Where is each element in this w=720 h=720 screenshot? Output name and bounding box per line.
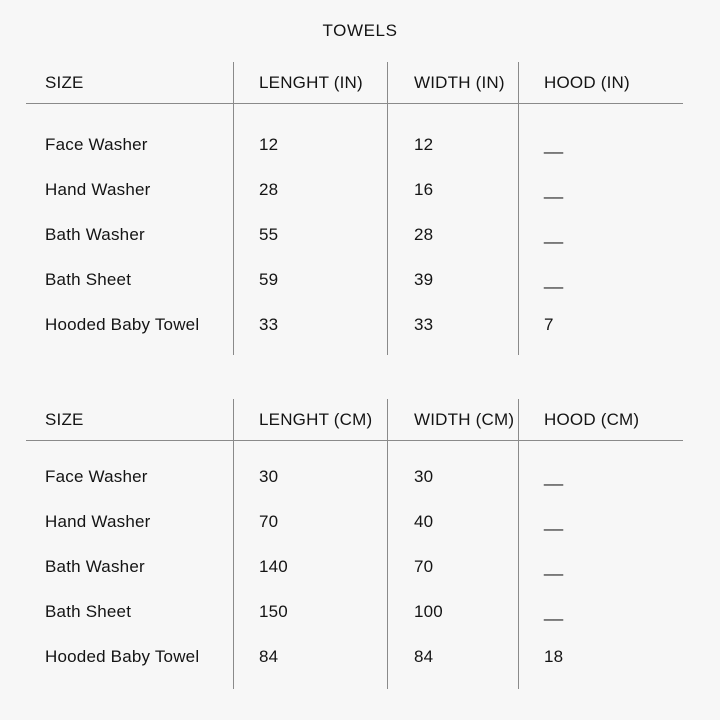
table-cell-width: 12: [387, 122, 518, 167]
table-cell-length: 59: [233, 257, 387, 302]
table-cell-hood: __: [518, 122, 683, 167]
table-cell-hood: 18: [518, 634, 683, 679]
spacer-top-width: [387, 441, 518, 454]
table-cell-size: Bath Sheet: [45, 269, 132, 289]
column-header-length-cm: LENGHT (CM): [233, 399, 387, 441]
spacer-bottom-length: [233, 679, 387, 689]
spacer-top-size: [26, 441, 233, 454]
spacer-bottom-width: [387, 347, 518, 355]
spacer-top-length: [233, 104, 387, 122]
table-cell-width: 28: [387, 212, 518, 257]
table-cell-length: 70: [233, 499, 387, 544]
table-body-inches: [26, 104, 683, 355]
table-cell-width: 40: [387, 499, 518, 544]
table-cell-hood: __: [518, 454, 683, 499]
table-cell-width: 16: [387, 167, 518, 212]
spacer-bottom-hood: [518, 347, 683, 355]
table-cell-length: 28: [233, 167, 387, 212]
table-cell-size: Hooded Baby Towel: [45, 646, 200, 666]
column-header-size: SIZE: [26, 62, 233, 104]
spacer-bottom-size: [26, 679, 233, 689]
table-cell-width: 70: [387, 544, 518, 589]
table-cell-size: Face Washer: [45, 466, 148, 486]
table-cell-size: Bath Sheet: [45, 601, 132, 621]
spacer-bottom-length: [233, 347, 387, 355]
towel-table-centimeters: [26, 399, 683, 689]
table-cell-width: 30: [387, 454, 518, 499]
spacer-top-size: [26, 104, 233, 122]
spacer-bottom-hood: [518, 679, 683, 689]
spacer-bottom-width: [387, 679, 518, 689]
table-cell-size: Bath Washer: [45, 556, 145, 576]
column-header-hood-in: HOOD (IN): [518, 62, 683, 104]
table-cell-size: Face Washer: [45, 134, 148, 154]
spacer-top-hood: [518, 441, 683, 454]
column-header-hood-cm: HOOD (CM): [518, 399, 683, 441]
table-cell-length: 33: [233, 302, 387, 347]
table-cell-width: 84: [387, 634, 518, 679]
table-cell-width: 100: [387, 589, 518, 634]
table-body-centimeters: [26, 441, 683, 689]
table-cell-length: 84: [233, 634, 387, 679]
spacer-top-length: [233, 441, 387, 454]
page-title: TOWELS: [322, 21, 398, 40]
towel-table-inches: [26, 62, 683, 355]
table-cell-size: Bath Washer: [45, 224, 145, 244]
table-header-row-centimeters: [26, 399, 683, 441]
table-cell-hood: __: [518, 167, 683, 212]
table-cell-length: 30: [233, 454, 387, 499]
table-cell-length: 55: [233, 212, 387, 257]
spacer-top-hood: [518, 104, 683, 122]
column-header-width-in: WIDTH (IN): [387, 62, 518, 104]
table-cell-hood: 7: [518, 302, 683, 347]
table-cell-size: Hand Washer: [45, 179, 151, 199]
table-header-row-inches: [26, 62, 683, 104]
spacer-top-width: [387, 104, 518, 122]
table-cell-size: Hand Washer: [45, 511, 151, 531]
column-header-size: SIZE: [26, 399, 233, 441]
column-header-length-in: LENGHT (IN): [233, 62, 387, 104]
table-cell-width: 33: [387, 302, 518, 347]
spacer-bottom-size: [26, 347, 233, 355]
table-cell-hood: __: [518, 257, 683, 302]
table-cell-size: Hooded Baby Towel: [45, 314, 200, 334]
table-cell-length: 12: [233, 122, 387, 167]
table-cell-hood: __: [518, 544, 683, 589]
table-cell-length: 150: [233, 589, 387, 634]
table-cell-length: 140: [233, 544, 387, 589]
column-header-width-cm: WIDTH (CM): [387, 399, 518, 441]
table-cell-hood: __: [518, 589, 683, 634]
table-cell-hood: __: [518, 212, 683, 257]
table-cell-width: 39: [387, 257, 518, 302]
table-cell-hood: __: [518, 499, 683, 544]
